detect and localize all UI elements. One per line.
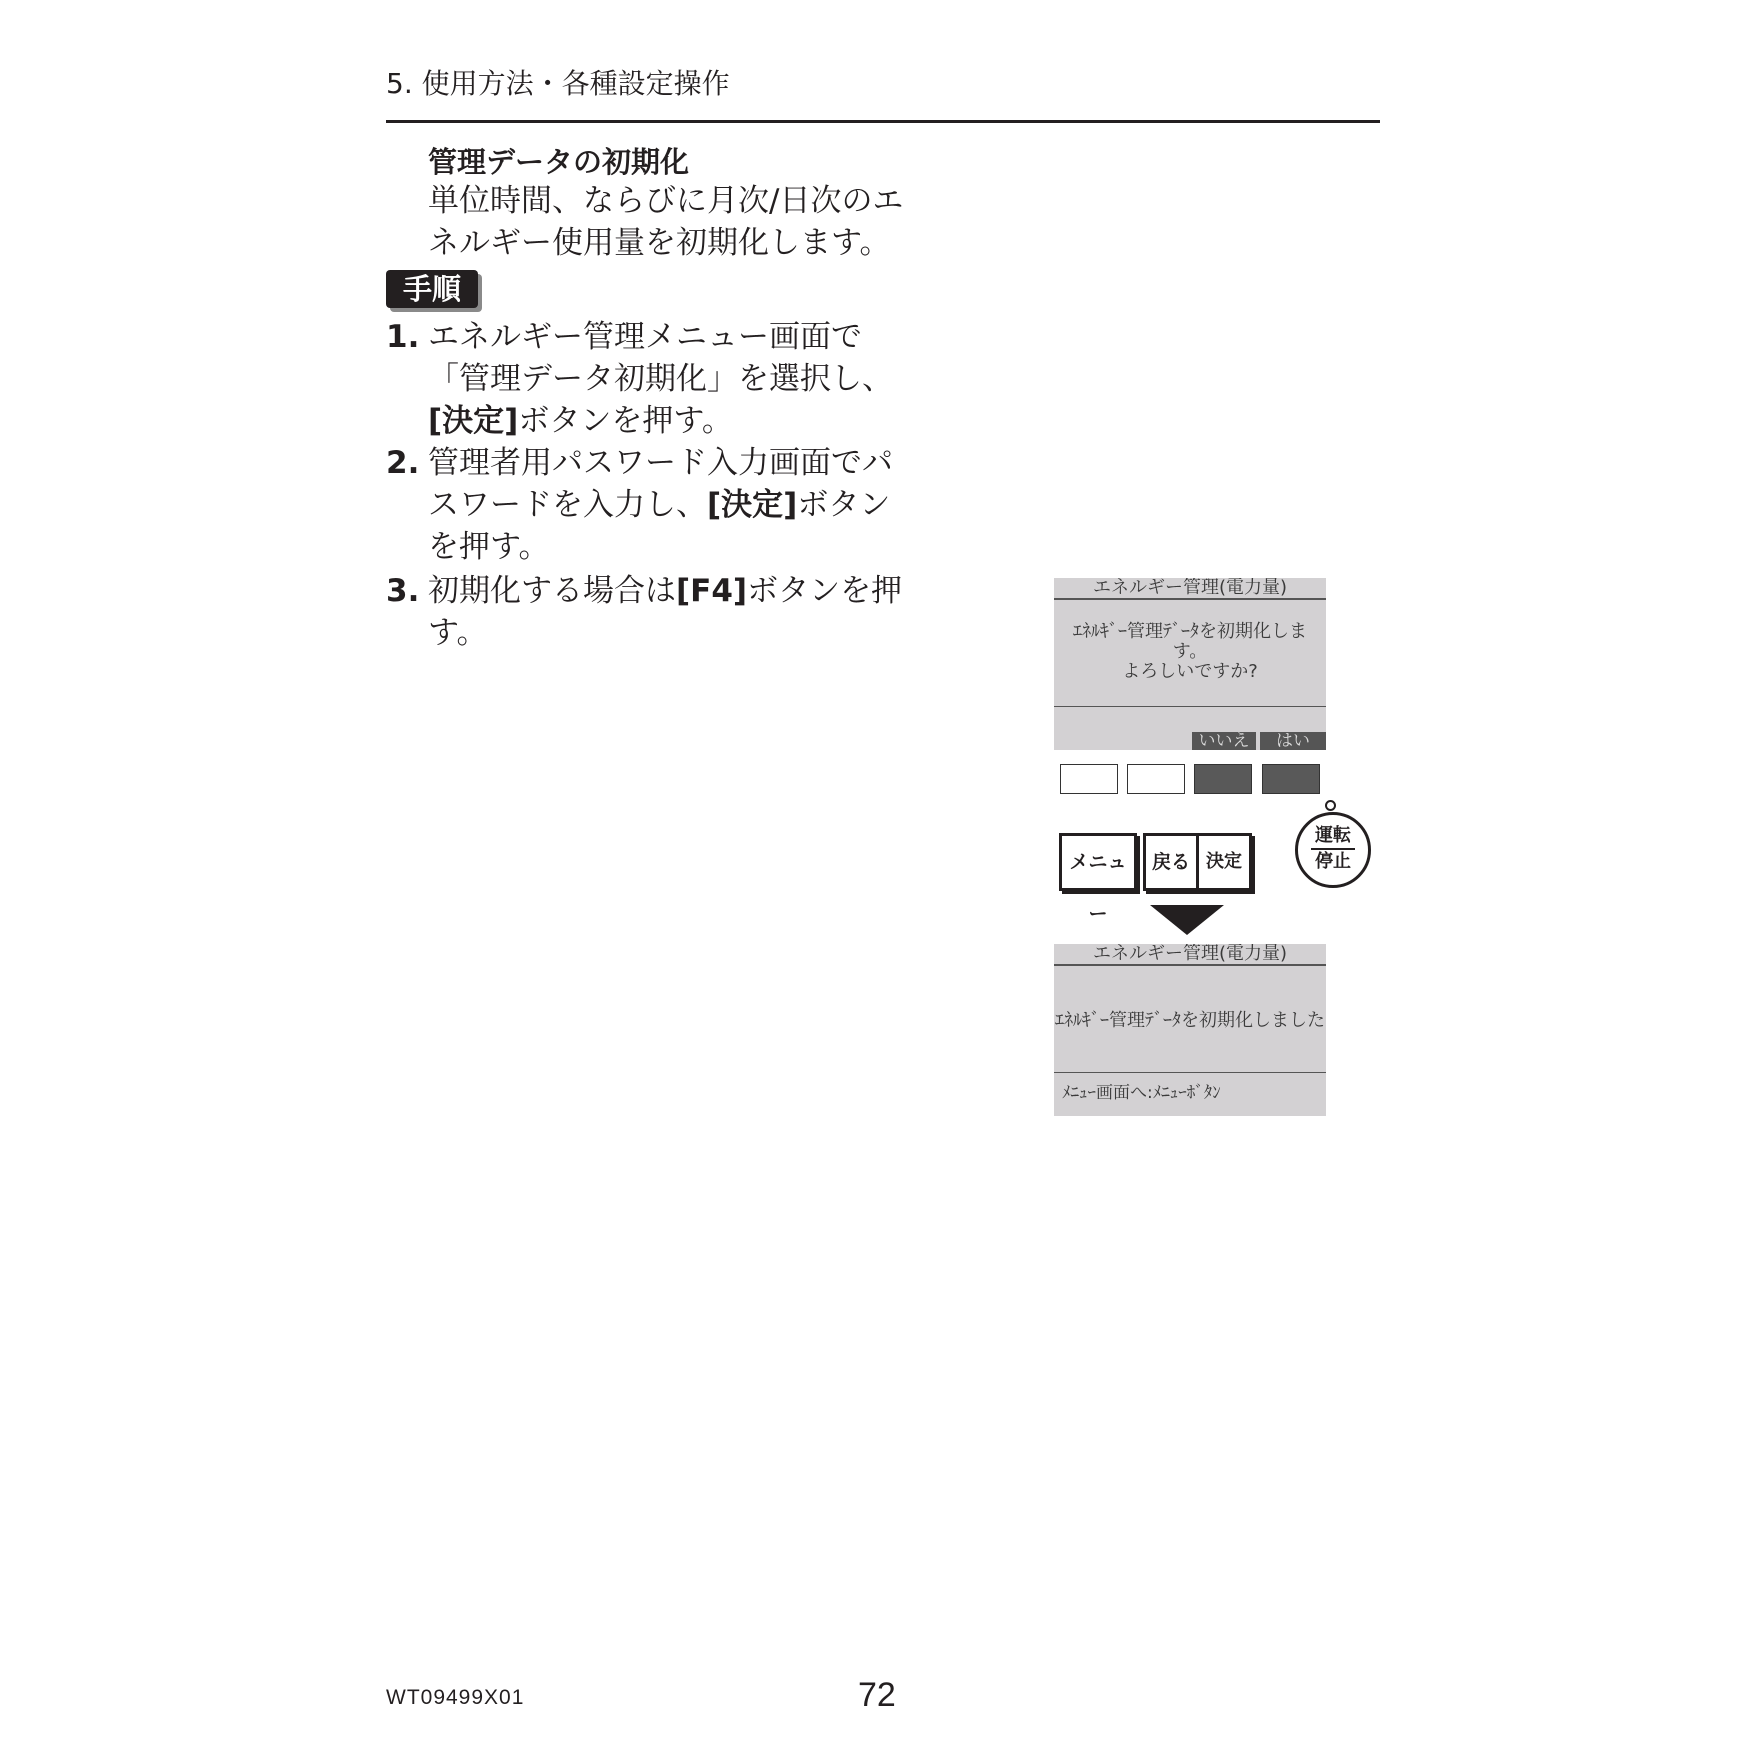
procedure-badge: 手順 bbox=[386, 270, 478, 308]
lcd-footer: ﾒﾆｭｰ画面へ:ﾒﾆｭｰﾎﾞﾀﾝ bbox=[1062, 1083, 1221, 1103]
step-button-ref: [決定] bbox=[707, 487, 798, 523]
run-indicator-led bbox=[1325, 800, 1336, 811]
header-divider bbox=[386, 120, 1380, 123]
step-text-before: エネルギー管理メニュー画面で「管理データ初期化」を選択し、 bbox=[428, 319, 893, 397]
step-button-ref: [F4] bbox=[676, 573, 748, 609]
lcd-title: エネルギー管理(電力量) bbox=[1092, 944, 1288, 964]
run-stop-label-stop: 停止 bbox=[1315, 850, 1351, 872]
lcd-title: エネルギー管理(電力量) bbox=[1092, 578, 1288, 598]
step-button-ref: [決定] bbox=[428, 403, 519, 439]
softkey-yes: はい bbox=[1260, 732, 1326, 750]
lcd-title-rule bbox=[1054, 598, 1326, 600]
down-arrow-icon bbox=[1150, 905, 1224, 935]
page-number: 72 bbox=[858, 1676, 896, 1714]
step-number: 2. bbox=[386, 445, 420, 481]
lcd-bottom-rule bbox=[1054, 706, 1326, 707]
run-stop-button[interactable] bbox=[1295, 812, 1371, 888]
function-key-f4[interactable] bbox=[1262, 764, 1320, 794]
function-key-f2[interactable] bbox=[1127, 764, 1185, 794]
lcd-message-line-2: よろしいですか? bbox=[1122, 661, 1258, 682]
section-header: 5. 使用方法・各種設定操作 bbox=[386, 67, 730, 100]
function-key-f3[interactable] bbox=[1194, 764, 1252, 794]
lcd-bottom-rule bbox=[1054, 1072, 1326, 1073]
lcd-title-rule bbox=[1054, 964, 1326, 966]
lcd-message bbox=[1058, 622, 1322, 682]
step-text bbox=[428, 570, 916, 654]
step-text-after: ボタンを押す。 bbox=[428, 573, 903, 651]
lcd-screen-confirm bbox=[1054, 578, 1326, 750]
run-stop-label-run: 運転 bbox=[1315, 825, 1351, 846]
document-code: WT09499X01 bbox=[386, 1686, 525, 1709]
enter-button[interactable]: 決定 bbox=[1196, 833, 1252, 891]
lcd-screen-done bbox=[1054, 944, 1326, 1116]
step-number: 3. bbox=[386, 573, 420, 609]
lcd-message-line-1: ｴﾈﾙｷﾞｰ管理ﾃﾞｰﾀを初期化します。 bbox=[1073, 621, 1307, 662]
step-text-before: 管理者用パスワード入力画面でパスワードを入力し、 bbox=[428, 445, 893, 523]
function-key-f1[interactable] bbox=[1060, 764, 1118, 794]
menu-button[interactable]: メニュー bbox=[1059, 833, 1137, 891]
step-number: 1. bbox=[386, 319, 420, 355]
step-text-before: 初期化する場合は bbox=[428, 573, 676, 609]
lcd-message: ｴﾈﾙｷﾞｰ管理ﾃﾞｰﾀを初期化しました bbox=[1055, 1010, 1325, 1031]
step-text bbox=[428, 442, 916, 568]
run-stop-divider bbox=[1311, 848, 1355, 850]
step-text-after: ボタンを押す。 bbox=[518, 403, 733, 439]
step-text-after: ボタンを押す。 bbox=[428, 487, 891, 565]
step-text bbox=[428, 316, 916, 442]
description-text: 単位時間、ならびに月次/日次のエネルギー使用量を初期化します。 bbox=[428, 183, 904, 261]
back-button[interactable]: 戻る bbox=[1143, 833, 1199, 891]
subsection-title: 管理データの初期化 bbox=[428, 145, 690, 179]
softkey-no: いいえ bbox=[1192, 732, 1256, 750]
